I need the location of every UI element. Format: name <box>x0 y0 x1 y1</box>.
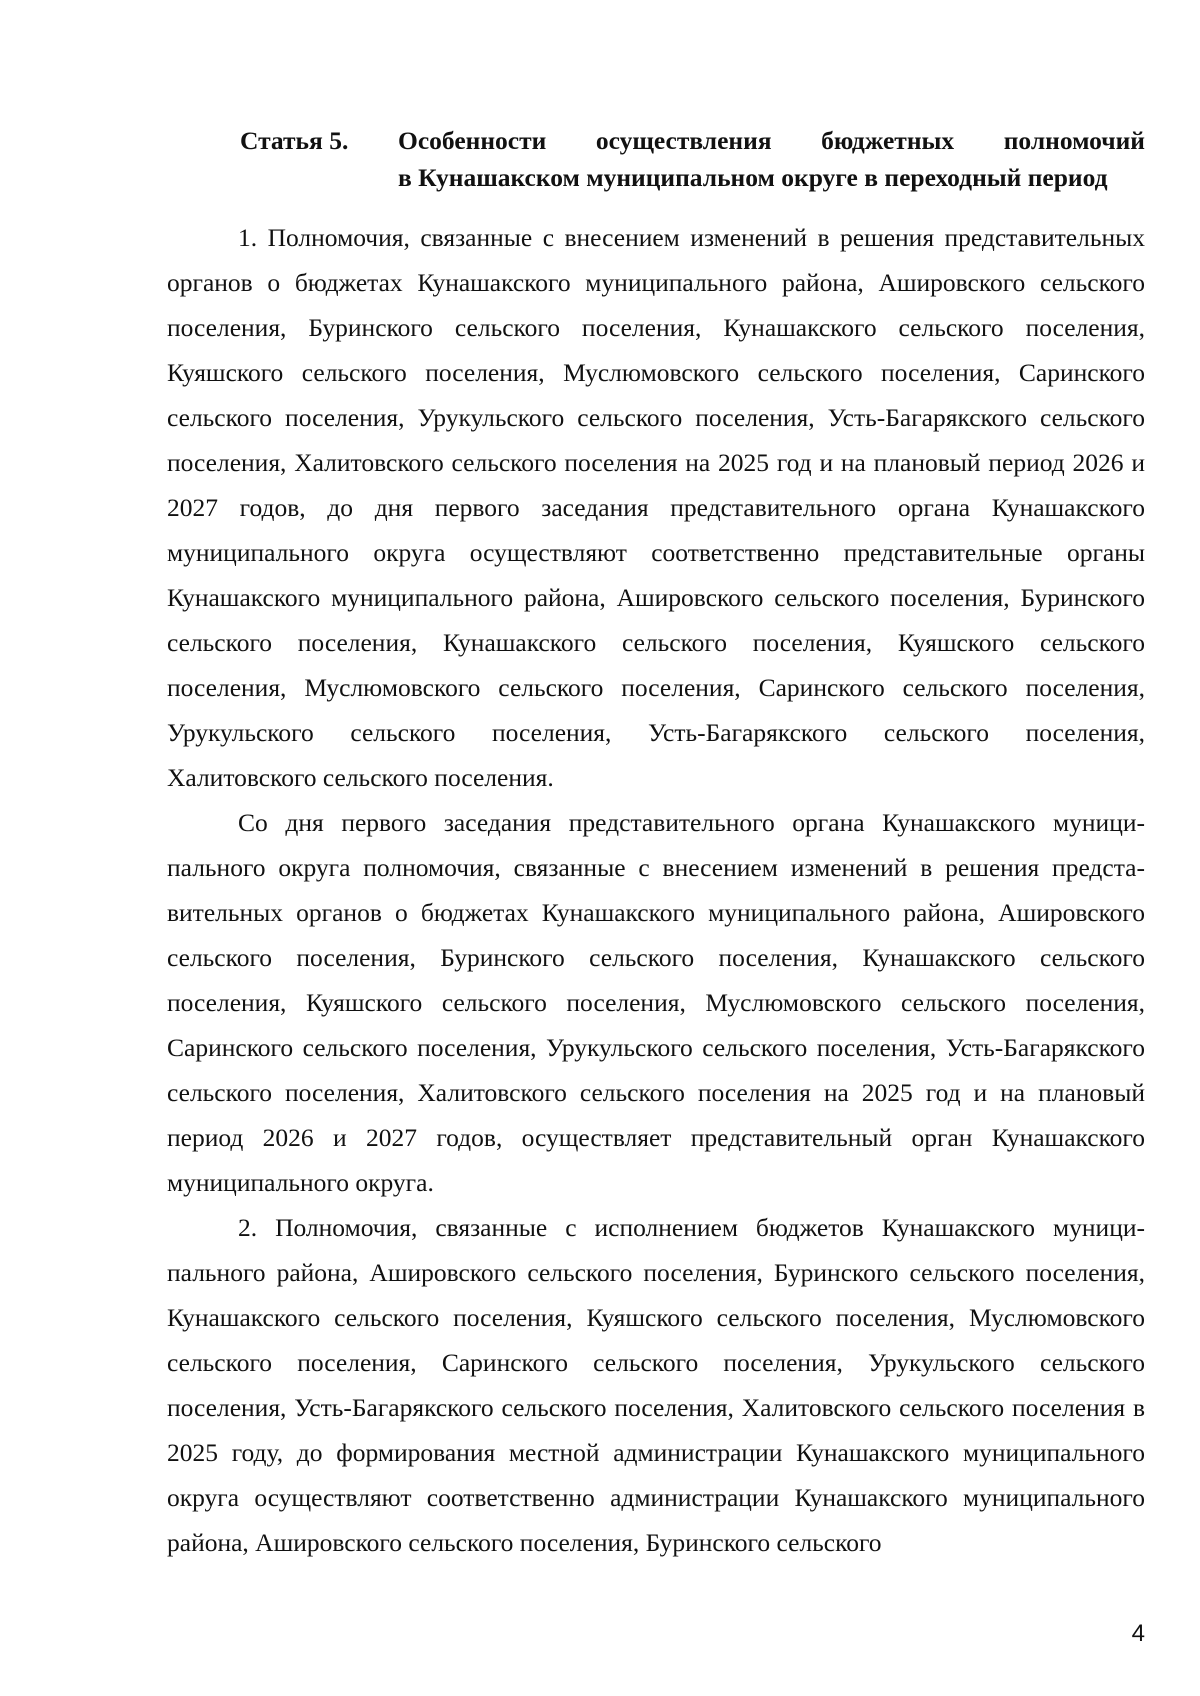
article-title <box>398 122 1145 196</box>
paragraph-1: 1. Полномочия, связанные с внесением изменений в решения представительных органов о бюджетах Кунашакского муниципального района, Ашировского сельского поселения, Буринского сельского поселения, Кунашакского сельского поселения, Куяшского сельского поселения, Муслюмовского сельского поселения, Саринского сельского поселения, Урукульского сельского поселения, Усть-Багарякского сельского поселения, Халитовского сельского поселения на 2025 год и на плановый период 2026 и 2027 годов, до дня первого заседания представительного органа Кунашакского муниципального округа осуществляют соответственно представительные органы Кунашакского муниципального района, Ашировского сельского поселения, Буринского сельского поселения, Кунашакского сельского поселения, Куяшского сельского поселения, Муслюмовского сельского поселения, Саринского сельского поселения, Урукульского сельского поселения, Усть-Багарякского сельского поселения, Халитовского сельского поселения. <box>167 223 1145 792</box>
article-number: Статья 5. <box>240 126 349 155</box>
article-title-line-1: Особенности осуществления бюджетных полномочий <box>398 126 1145 155</box>
page-number: 4 <box>1131 1620 1145 1647</box>
paragraph-3: 2. Полномочия, связанные с исполнением бюджетов Кунашакского муниципального района, Ашировского сельского поселения, Буринского сельского поселения, Кунашакского сельского поселения, Куяшского сельского поселения, Муслюмовского сельского поселения, Саринского сельского поселения, Урукульского сельского поселения, Усть-Багарякского сельского поселения, Халитовского сельского поселения в 2025 году, до формирования местной администрации Кунашакского муниципального округа осуществляют соответственно администрации Кунашакского муниципального района, Ашировского сельского поселения, Буринского сельского <box>167 1213 1145 1557</box>
article-body <box>167 215 1145 1565</box>
article-heading <box>240 122 1145 196</box>
article-title-line-2: в Кунашакском муниципальном округе в переходный период <box>398 163 1108 192</box>
paragraph-2: Со дня первого заседания представительного органа Кунашакского муниципального округа полномочия, связанные с внесением изменений в решения представительных органов о бюджетах Кунашакского муниципального района, Ашировского сельского поселения, Буринского сельского поселения, Кунашакского сельского поселения, Куяшского сельского поселения, Муслюмовского сельского поселения, Саринского сельского поселения, Урукульского сельского поселения, Усть-Багарякского сельского поселения, Халитовского сельского поселения на 2025 год и на плановый период 2026 и 2027 годов, осуществляет представительный орган Кунашакского муниципального округа. <box>167 808 1145 1197</box>
